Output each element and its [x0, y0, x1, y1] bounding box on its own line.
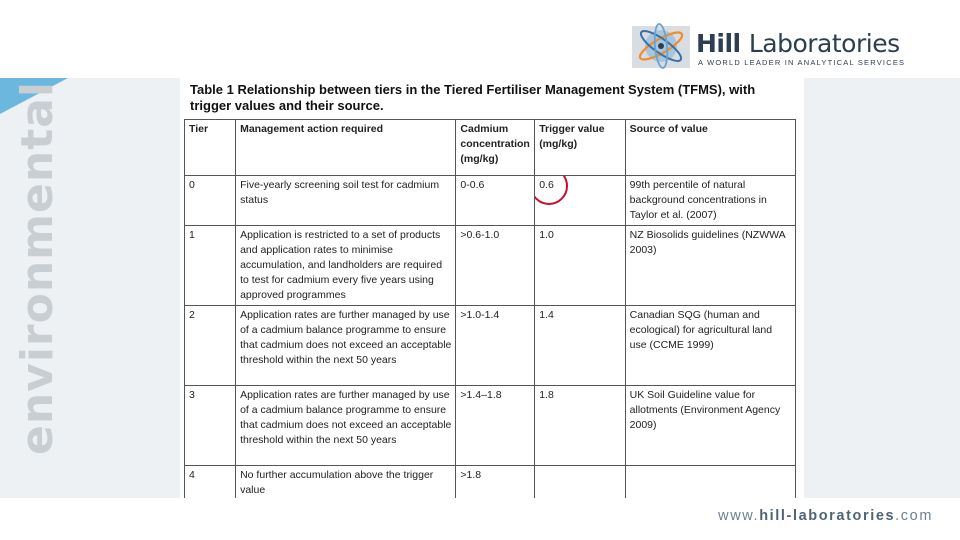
cell-action: Application rates are further managed by use of a cadmium balance programme to ensure that cadmium does not exceed an acceptable threshold within the next 50 years: [236, 386, 456, 466]
header-action: Management action required: [236, 120, 456, 176]
cell-action: No further accumulation above the trigger value: [236, 466, 456, 501]
cell-concentration: >1.8: [456, 466, 535, 501]
table-caption: Table 1 Relationship between tiers in the Tiered Fertiliser Management System (TFMS), with trigger values and their source.: [190, 82, 756, 113]
header-source: Source of value: [625, 120, 795, 176]
cell-source: Canadian SQG (human and ecological) for agricultural land use (CCME 1999): [625, 306, 795, 386]
cell-source: UK Soil Guideline value for allotments (Environment Agency 2009): [625, 386, 795, 466]
atom-globe-icon: [632, 20, 690, 70]
header-tier: Tier: [185, 120, 236, 176]
cell-source: 99th percentile of natural background concentrations in Taylor et al. (2007): [625, 176, 795, 226]
cell-action: Application rates are further managed by use of a cadmium balance programme to ensure that cadmium does not exceed an acceptable threshold within the next 50 years: [236, 306, 456, 386]
header-trigger: Trigger value (mg/kg): [535, 120, 625, 176]
cell-tier: 1: [185, 226, 236, 306]
website-url[interactable]: [718, 508, 933, 524]
url-prefix: www.: [718, 508, 760, 524]
table-row: [185, 466, 796, 501]
cell-trigger: 1.4: [535, 306, 625, 386]
table-row: [185, 226, 796, 306]
cell-action: Application is restricted to a set of products and application rates to minimise accumulation, and landholders are required to test for cadmium every five years using approved programmes: [236, 226, 456, 306]
cell-concentration: >0.6-1.0: [456, 226, 535, 306]
cell-tier: 2: [185, 306, 236, 386]
trigger-value-text: 0.6: [539, 179, 554, 191]
cell-trigger: 1.8: [535, 386, 625, 466]
cell-tier: 0: [185, 176, 236, 226]
logo-wordmark: [696, 29, 900, 58]
table-header-row: [185, 120, 796, 176]
cell-trigger: [535, 176, 625, 226]
table-row: [185, 306, 796, 386]
logo-tagline: A WORLD LEADER IN ANALYTICAL SERVICES: [698, 58, 906, 67]
cell-trigger: [535, 466, 625, 501]
company-logo: [630, 18, 930, 74]
document-image: [180, 74, 804, 502]
logo-name-regular: Laboratories: [748, 29, 900, 58]
logo-name-bold: Hill: [696, 29, 741, 58]
url-suffix: .com: [895, 508, 933, 524]
cell-action: Five-yearly screening soil test for cadmium status: [236, 176, 456, 226]
cell-concentration: >1.4–1.8: [456, 386, 535, 466]
cell-source: [625, 466, 795, 501]
side-label: environmental: [12, 80, 63, 455]
url-brand: hill-laboratories: [759, 508, 896, 524]
cell-tier: 3: [185, 386, 236, 466]
cell-source: NZ Biosolids guidelines (NZWWA 2003): [625, 226, 795, 306]
cell-trigger: 1.0: [535, 226, 625, 306]
cell-concentration: 0-0.6: [456, 176, 535, 226]
table-row: [185, 176, 796, 226]
table-row: [185, 386, 796, 466]
tfms-table: [184, 119, 796, 501]
cell-concentration: >1.0-1.4: [456, 306, 535, 386]
highlighted-trigger-value: [539, 178, 554, 193]
highlight-circle: [535, 176, 569, 206]
cell-tier: 4: [185, 466, 236, 501]
header-concentration: Cadmium concentration (mg/kg): [456, 120, 535, 176]
